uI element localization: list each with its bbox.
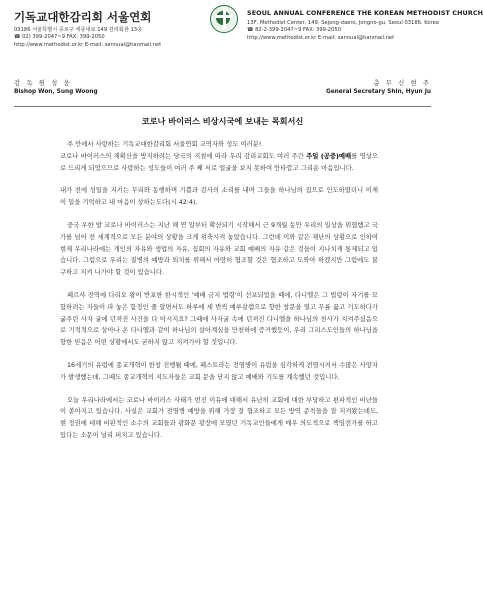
paragraph-covid: 중국 우한 발 코로나 바이러스는 지난 해 연 말부터 확산되기 시작해서 근 9개월 동안 우리의 일상을 위협했고 국가를 넘어 전 세계적으로 모든 분야의 상황을 크게 위축시켜 놓았습니다. 그런데 이와 같은 재난의 상황으로 인하여 현재 우리나라에는 개인의 자유와 생업의 자유, 집회의 자유와 교회 예배의 자유 같은 것들이 지나치게 통제되고 있습니다. 그럼으로 우리는 질병의 예방과 퇴치를 위해서 마땅히 협조할 것은 협조하고 도와야 하겠지만 그럼에도 불구하고 지켜 나가야 할 것이 있습니다.: [60, 221, 378, 277]
address-english: 13F, Methodist Center, 149, Sejong-daero, Jongno-gu, Seoul 03186, Korea: [247, 20, 439, 26]
tel-korean: ☎ 02) 399-2047~9 FAX: 399-2050: [14, 34, 105, 41]
church-logo-icon: [210, 5, 238, 33]
paragraph-daniel: 페르샤 전역에 다리오 왕이 반포한 한시적인 '예배 금지 법령'이 선포되었을 때에, 다니엘은 그 법령이 자기를 모함하려는 자들이 파 놓은 함정인 줄 알면서도 하루에 세 번씩 예루살렘으로 향한 창문을 열고 무릎 꿇고 기도하다가 굶주린 사자 굴에 던져진 사건을 다 아시지요? 그때에 사자굴 속에 던져진 다니엘을 하나님의 천사가 지켜주셨음으로 기적적으로 살아나 온 다니엘과 같이 하나님의 살아계심을 만천하에 증거했듯이, 우리 그리스도인들의 하나님을 향한 믿음은 어떤 상황에서도 굳하지 않고 지켜가야 할 것입니다.: [60, 291, 378, 347]
header-divider: [14, 106, 431, 107]
header-right-contact: [247, 9, 483, 42]
paragraph-scripture: 내가 전에 성일을 지키는 무리와 동행하며 기쁨과 감사의 소리를 내며 그들을 하나님의 집으로 인도하였더니 이제 이 일을 기억하고 내 마음이 상하는도다(시 42:4).: [60, 187, 378, 207]
bishop-signature-block: [14, 78, 98, 95]
letter-body: [60, 139, 378, 453]
paragraph-today: 오늘 우리나라에서는 코로나 바이러스 사태가 번진 이유에 대해서 유난히 교회에 대한 부당하고 편파적인 비난들이 쏟아지고 있습니다. 사실은 교회가 전염병 예방을 위해 가장 잘 협조하고 모든 방역 준칙들을 잘 지켜왔는데도, 현 정권에 대해 비판적인 소수의 교회들과 광화문 광장에 모였던 기독교인들에게 매우 의도적으로 책임전가를 하고 있다는 소문이 널리 퍼지고 있습니다.: [60, 396, 378, 439]
bishop-name-korean: 감 독 원 성 웅: [14, 79, 72, 87]
secretary-name-english: General Secretary Shin, Hyun Ju: [325, 89, 431, 95]
paragraph-reformation: 16세기의 유럽에 종교개혁이 한창 진행될 때에, 페스트라는 전염병이 유럽을 심각하게 전염시켜서 수많은 사망자가 발생했는데, 그때도 종교개혁의 지도자들은 교회 문을 닫지 않고 예배와 기도를 계속했던 것입니다.: [60, 361, 378, 381]
address-korean: 03186 서울특별시 종로구 세종대로 149 감리회관 13층: [14, 27, 143, 33]
bishop-name-english: Bishop Won, Sung Woong: [14, 89, 98, 95]
web-korean: http://www.methodist.or.kr E-mail: sannual@hanmail.net: [14, 41, 162, 48]
web-english: http://www.methodist.or.kr E-mail: sannual@hanmail.net: [247, 34, 395, 41]
letter-title: 코로나 바이러스 비상시국에 보내는 목회서신: [141, 116, 304, 126]
greeting-highlight: 주일 (공중)예배: [306, 152, 352, 160]
greeting-text-end: 를 영상으로 드리게 되었으므로 사랑하는 성도들이 여러 주 째 서로 얼굴을 보지 못하여 안타깝고 그리운 마음입니다.: [60, 152, 379, 172]
org-name-korean: 기독교대한감리회 서울연회: [14, 10, 152, 24]
paragraph-greeting: [60, 139, 378, 174]
greeting-text-start: 코로나 바이러스의 재확산을 방지하려는 당국의 지침에 따라 우리 감리교회도 여러 주간: [60, 152, 307, 160]
tel-english: ☎ 82-2-399-2047~9 FAX: 399-2050: [247, 27, 342, 34]
secretary-name-korean: 총 무 신 현 주: [373, 79, 431, 87]
org-name-english: SEOUL ANNUAL CONFERENCE THE KOREAN METHODIST CHURCH: [247, 9, 483, 17]
greeting-line: 주 안에서 사랑하는 기독교대한감리회 서울연회 교역자와 성도 여러분!: [67, 141, 262, 148]
secretary-signature-block: [326, 78, 431, 95]
